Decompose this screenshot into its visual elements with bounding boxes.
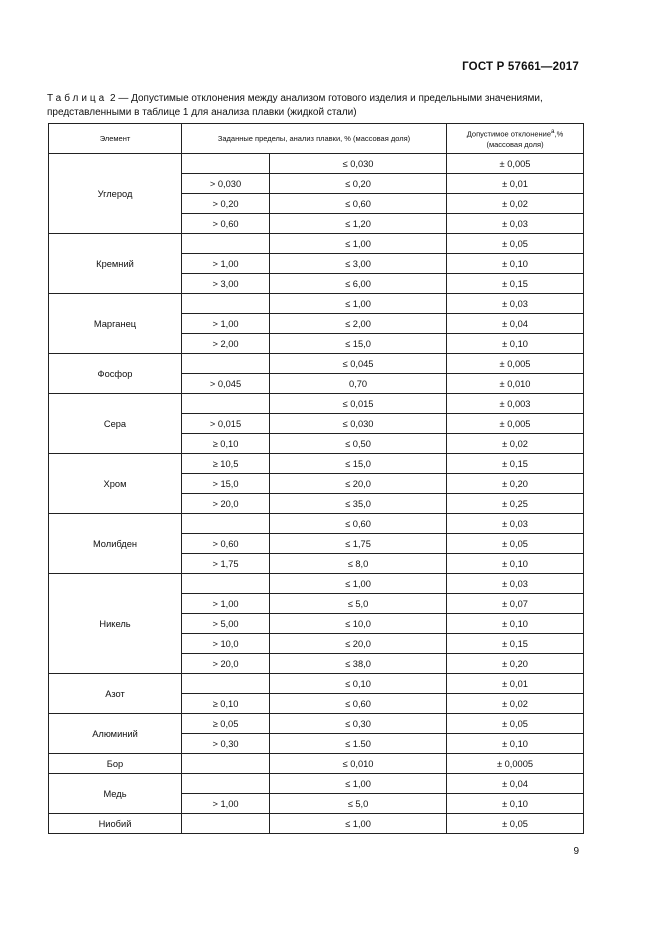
tolerance-cell: ± 0,15 [447,634,584,654]
header-tolerance-label: Допустимое отклонение [466,129,552,139]
element-name-cell: Медь [49,774,182,814]
header-tolerance-unit: (массовая доля) [486,139,544,149]
limit-lower-cell: > 5,00 [182,614,270,634]
tolerance-cell: ± 0,10 [447,334,584,354]
header-tolerance [447,124,584,154]
table-body [49,154,584,834]
limit-upper-cell: ≤ 20,0 [270,634,447,654]
table-row [49,294,584,314]
tolerance-cell: ± 0,10 [447,554,584,574]
header-element: Элемент [49,124,182,154]
element-name-cell: Кремний [49,234,182,294]
limit-upper-cell: ≤ 0,60 [270,194,447,214]
table-row [49,814,584,834]
limit-upper-cell: ≤ 38,0 [270,654,447,674]
document-code: ГОСТ Р 57661—2017 [462,61,579,73]
limit-upper-cell: ≤ 2,00 [270,314,447,334]
tolerance-cell: ± 0,01 [447,174,584,194]
limit-lower-cell: > 20,0 [182,494,270,514]
tolerance-cell: ± 0,07 [447,594,584,614]
limit-upper-cell: ≤ 0,010 [270,754,447,774]
limit-lower-cell: > 0,030 [182,174,270,194]
limit-upper-cell: ≤ 0,030 [270,154,447,174]
tolerance-cell: ± 0,15 [447,274,584,294]
limit-lower-cell [182,814,270,834]
tolerance-cell: ± 0,02 [447,694,584,714]
limit-upper-cell: ≤ 5,0 [270,794,447,814]
limit-upper-cell: ≤ 35,0 [270,494,447,514]
tolerance-cell: ± 0,03 [447,214,584,234]
tolerance-cell: ± 0,03 [447,514,584,534]
tolerance-cell: ± 0,005 [447,354,584,374]
header-tolerance-suffix: ,% [554,129,564,139]
tolerance-cell: ± 0,003 [447,394,584,414]
limit-lower-cell: > 0,015 [182,414,270,434]
tolerance-cell: ± 0,04 [447,774,584,794]
limit-lower-cell [182,294,270,314]
limit-upper-cell: ≤ 8,0 [270,554,447,574]
table-row [49,774,584,794]
limit-upper-cell: ≤ 15,0 [270,334,447,354]
tolerance-cell: ± 0,10 [447,794,584,814]
limit-lower-cell: > 0,30 [182,734,270,754]
tolerance-cell: ± 0,05 [447,714,584,734]
element-name-cell: Хром [49,454,182,514]
limit-upper-cell: ≤ 0,50 [270,434,447,454]
limit-lower-cell: > 20,0 [182,654,270,674]
element-name-cell: Ниобий [49,814,182,834]
caption-text: 2 — Допустимые отклонения между анализом готового изделия и предельными значениями, представленными в таблице 1 для анализа плавки (жидкой стали) [47,93,543,118]
limit-upper-cell: 0,70 [270,374,447,394]
tolerance-cell: ± 0,20 [447,654,584,674]
limit-upper-cell: ≤ 0,10 [270,674,447,694]
table-row [49,154,584,174]
tolerance-cell: ± 0,0005 [447,754,584,774]
tolerance-cell: ± 0,005 [447,154,584,174]
limit-lower-cell [182,234,270,254]
limit-upper-cell: ≤ 0,030 [270,414,447,434]
limit-upper-cell: ≤ 1.50 [270,734,447,754]
tolerance-cell: ± 0,10 [447,734,584,754]
limit-lower-cell [182,674,270,694]
limit-upper-cell: ≤ 0,60 [270,694,447,714]
tolerance-cell: ± 0,01 [447,674,584,694]
limit-upper-cell: ≤ 1,00 [270,814,447,834]
limit-lower-cell: > 1,00 [182,254,270,274]
limit-upper-cell: ≤ 1,20 [270,214,447,234]
limit-upper-cell: ≤ 0,20 [270,174,447,194]
tolerance-cell: ± 0,20 [447,474,584,494]
tolerance-cell: ± 0,02 [447,434,584,454]
tolerance-cell: ± 0,15 [447,454,584,474]
limit-lower-cell: > 1,00 [182,314,270,334]
limit-upper-cell: ≤ 15,0 [270,454,447,474]
limit-lower-cell [182,354,270,374]
tolerance-cell: ± 0,03 [447,574,584,594]
limit-lower-cell: > 0,045 [182,374,270,394]
element-name-cell: Алюминий [49,714,182,754]
caption-label: Таблица [47,93,108,104]
limit-lower-cell: > 0,60 [182,534,270,554]
tolerance-cell: ± 0,05 [447,814,584,834]
tolerance-cell: ± 0,05 [447,234,584,254]
limit-lower-cell [182,774,270,794]
element-name-cell: Сера [49,394,182,454]
limit-lower-cell: > 2,00 [182,334,270,354]
element-name-cell: Молибден [49,514,182,574]
limit-lower-cell: > 10,0 [182,634,270,654]
limit-lower-cell: > 3,00 [182,274,270,294]
page-number: 9 [573,846,579,857]
limit-upper-cell: ≤ 10,0 [270,614,447,634]
table-row [49,514,584,534]
tolerance-cell: ± 0,010 [447,374,584,394]
limit-upper-cell: ≤ 0,30 [270,714,447,734]
tolerance-cell: ± 0,10 [447,254,584,274]
limit-upper-cell: ≤ 1,00 [270,234,447,254]
limit-upper-cell: ≤ 1,00 [270,774,447,794]
limit-lower-cell [182,574,270,594]
limit-upper-cell: ≤ 6,00 [270,274,447,294]
element-name-cell: Марганец [49,294,182,354]
tolerance-cell: ± 0,02 [447,194,584,214]
tolerance-cell: ± 0,03 [447,294,584,314]
tolerance-cell: ± 0,05 [447,534,584,554]
table-row [49,394,584,414]
limit-upper-cell: ≤ 1,00 [270,574,447,594]
element-name-cell: Углерод [49,154,182,234]
table-row [49,354,584,374]
table-row [49,754,584,774]
table-row [49,674,584,694]
limit-lower-cell [182,514,270,534]
tolerance-table [48,123,584,834]
limit-lower-cell [182,154,270,174]
header-tolerance-footnote: a [551,128,555,136]
tolerance-cell: ± 0,10 [447,614,584,634]
limit-upper-cell: ≤ 0,60 [270,514,447,534]
element-name-cell: Никель [49,574,182,674]
limit-lower-cell: > 15,0 [182,474,270,494]
limit-upper-cell: ≤ 3,00 [270,254,447,274]
limit-lower-cell: > 1,00 [182,794,270,814]
limit-upper-cell: ≤ 0,045 [270,354,447,374]
tolerance-cell: ± 0,25 [447,494,584,514]
tolerance-cell: ± 0,04 [447,314,584,334]
limit-lower-cell: ≥ 0,10 [182,694,270,714]
table-row [49,454,584,474]
table-row [49,234,584,254]
limit-upper-cell: ≤ 20,0 [270,474,447,494]
table-caption [47,92,587,120]
limit-lower-cell: ≥ 0,05 [182,714,270,734]
limit-lower-cell: > 0,20 [182,194,270,214]
limit-lower-cell [182,754,270,774]
header-limits: Заданные пределы, анализ плавки, % (массовая доля) [182,124,447,154]
tolerance-cell: ± 0,005 [447,414,584,434]
limit-upper-cell: ≤ 0,015 [270,394,447,414]
table-row [49,574,584,594]
limit-lower-cell: > 0,60 [182,214,270,234]
limit-upper-cell: ≤ 5,0 [270,594,447,614]
limit-upper-cell: ≤ 1,00 [270,294,447,314]
table-header-row [49,124,584,154]
limit-lower-cell: > 1,75 [182,554,270,574]
table-row [49,714,584,734]
limit-lower-cell: ≥ 10,5 [182,454,270,474]
limit-lower-cell [182,394,270,414]
limit-upper-cell: ≤ 1,75 [270,534,447,554]
element-name-cell: Фосфор [49,354,182,394]
element-name-cell: Азот [49,674,182,714]
limit-lower-cell: > 1,00 [182,594,270,614]
limit-lower-cell: ≥ 0,10 [182,434,270,454]
element-name-cell: Бор [49,754,182,774]
